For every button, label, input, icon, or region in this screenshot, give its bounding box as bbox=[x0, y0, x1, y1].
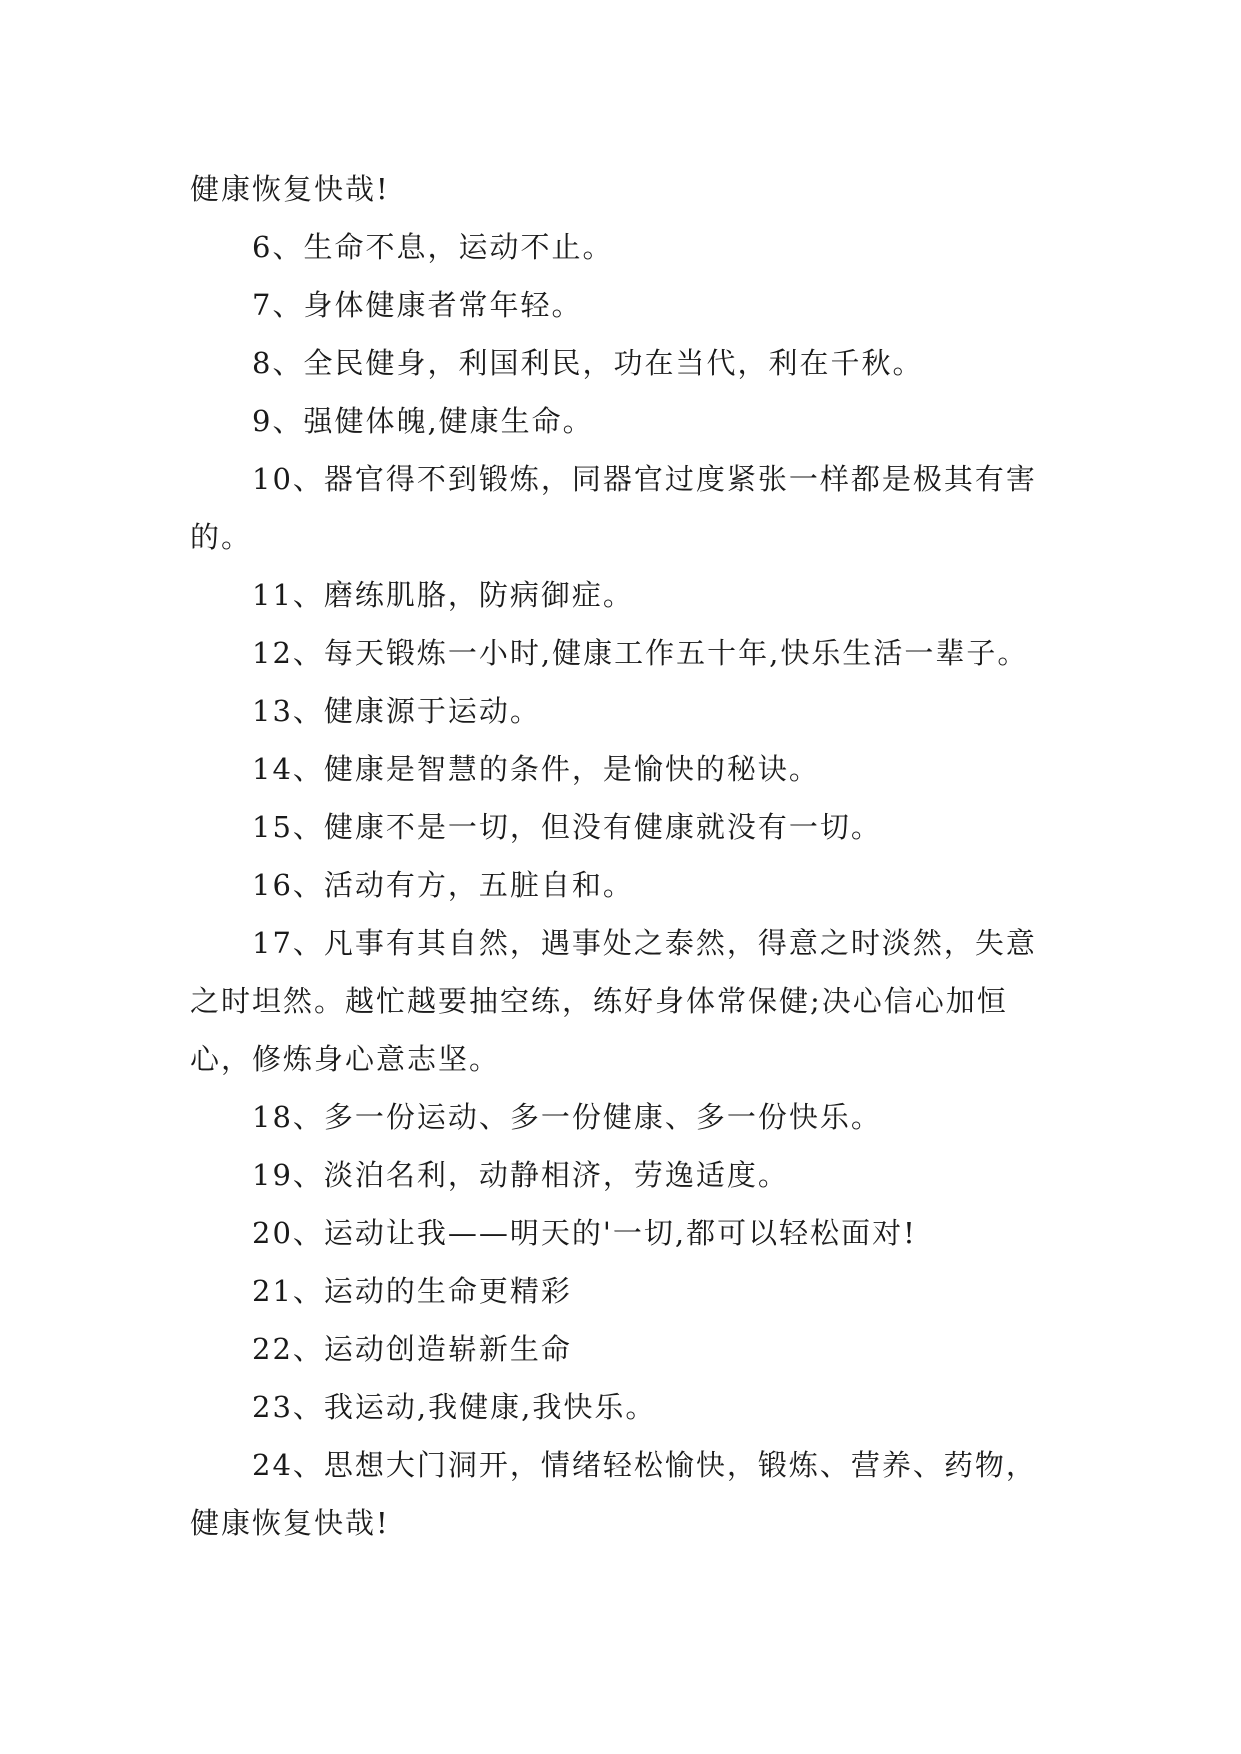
slogan-item-22: 22、运动创造崭新生命 bbox=[252, 1332, 572, 1366]
slogan-item-12: 12、每天锻炼一小时,健康工作五十年,快乐生活一辈子。 bbox=[252, 636, 1029, 670]
slogan-item-8: 8、全民健身，利国利民，功在当代，利在千秋。 bbox=[252, 346, 924, 380]
slogan-item-21: 21、运动的生命更精彩 bbox=[252, 1274, 572, 1308]
slogan-item-7: 7、身体健康者常年轻。 bbox=[252, 288, 583, 322]
slogan-item-13: 13、健康源于运动。 bbox=[252, 694, 541, 728]
document-body bbox=[190, 160, 1060, 1552]
slogan-item-20: 20、运动让我——明天的'一切,都可以轻松面对! bbox=[252, 1216, 917, 1250]
slogan-item-9: 9、强健体魄,健康生命。 bbox=[252, 404, 594, 438]
slogan-item-6: 6、生命不息，运动不止。 bbox=[252, 230, 614, 264]
slogan-item-11: 11、磨练肌胳，防病御症。 bbox=[252, 578, 634, 612]
slogan-item-15: 15、健康不是一切，但没有健康就没有一切。 bbox=[252, 810, 882, 844]
slogan-item-10: 10、器官得不到锻炼，同器官过度紧张一样都是极其有害的。 bbox=[190, 462, 1037, 554]
slogan-item-19: 19、淡泊名利，动静相济，劳逸适度。 bbox=[252, 1158, 789, 1192]
slogan-item-24: 24、思想大门洞开，情绪轻松愉快，锻炼、营养、药物，健康恢复快哉! bbox=[190, 1448, 1037, 1540]
slogan-item-17: 17、凡事有其自然，遇事处之泰然，得意之时淡然，失意之时坦然。越忙越要抽空练，练好身体常保健;决心信心加恒心，修炼身心意志坚。 bbox=[190, 926, 1037, 1076]
slogan-item-18: 18、多一份运动、多一份健康、多一份快乐。 bbox=[252, 1100, 882, 1134]
paragraph-continuation: 健康恢复快哉! bbox=[190, 172, 390, 206]
slogan-item-16: 16、活动有方，五脏自和。 bbox=[252, 868, 634, 902]
slogan-item-14: 14、健康是智慧的条件，是愉快的秘诀。 bbox=[252, 752, 820, 786]
slogan-item-23: 23、我运动,我健康,我快乐。 bbox=[252, 1390, 657, 1424]
